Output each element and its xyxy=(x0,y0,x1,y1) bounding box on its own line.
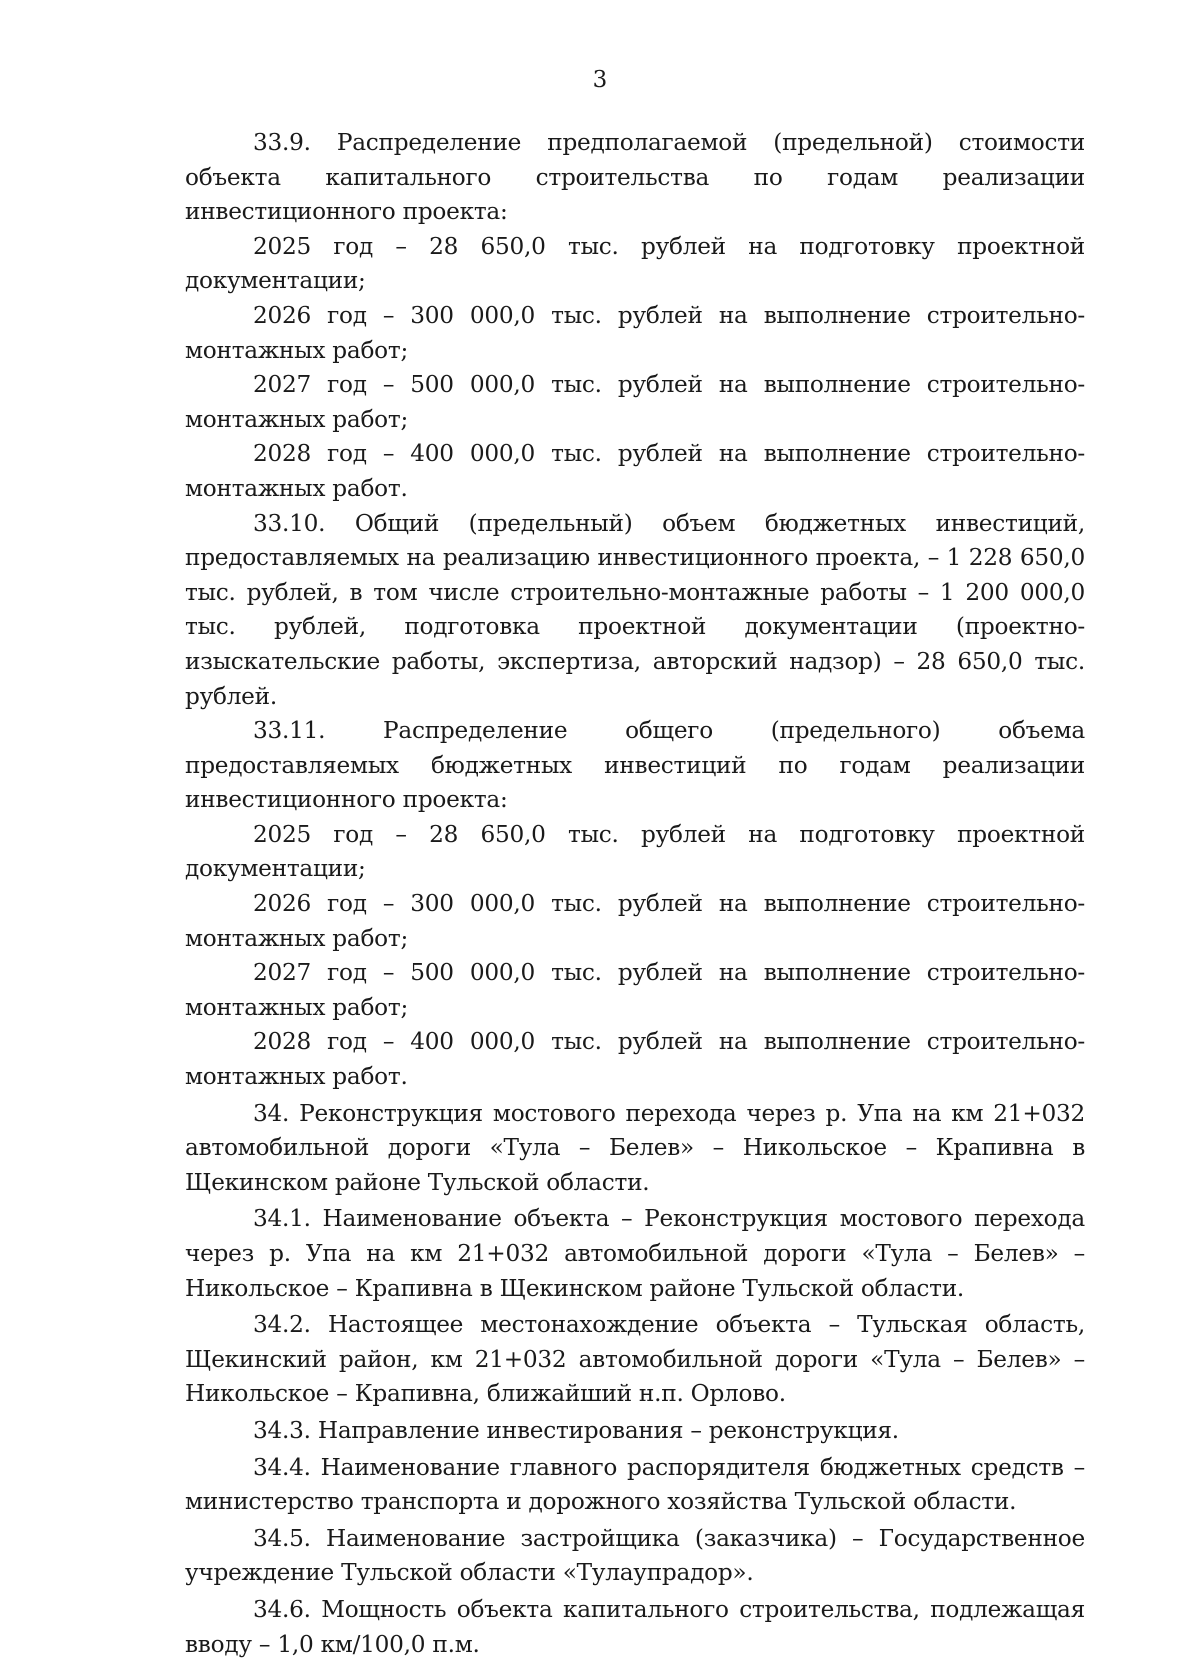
paragraph-34-4: 34.4. Наименование главного распорядителя бюджетных средств – министерство транспорта и дорожного хозяйства Тульской области. xyxy=(185,1453,1085,1516)
paragraph-34-5: 34.5. Наименование застройщика (заказчика) – Государственное учреждение Тульской области «Тулаупрадор». xyxy=(185,1524,1085,1587)
paragraph-33-11-year-2027: 2027 год – 500 000,0 тыс. рублей на выполнение строительно-монтажных работ; xyxy=(185,959,1085,1021)
document-body xyxy=(185,126,1085,1662)
paragraph-33-11-year-2028: 2028 год – 400 000,0 тыс. рублей на выполнение строительно-монтажных работ. xyxy=(185,1028,1085,1091)
paragraph-33-11-year-2025: 2025 год – 28 650,0 тыс. рублей на подготовку проектной документации; xyxy=(185,820,1085,883)
paragraph-33-9: 33.9. Распределение предполагаемой (предельной) стоимости объекта капитального строительства по годам реализации инвестиционного проекта: xyxy=(185,129,1085,226)
paragraph-33-9-year-2027: 2027 год – 500 000,0 тыс. рублей на выполнение строительно-монтажных работ; xyxy=(185,371,1085,433)
paragraph-34: 34. Реконструкция мостового перехода через р. Упа на км 21+032 автомобильной дороги «Тула – Белев» – Никольское – Крапивна в Щекинском районе Тульской области. xyxy=(185,1099,1085,1196)
paragraph-34-6: 34.6. Мощность объекта капитального строительства, подлежащая вводу – 1,0 км/100,0 п.м. xyxy=(185,1595,1085,1658)
paragraph-33-10: 33.10. Общий (предельный) объем бюджетных инвестиций, предоставляемых на реализацию инвестиционного проекта, – 1 228 650,0 тыс. рублей, в том числе строительно-монтажные работы – 1 200 000,0 тыс. рублей, подготовка проектной документации (проектно-изыскательские работы, экспертиза, авторский надзор) – 28 650,0 тыс. рублей. xyxy=(185,509,1085,710)
paragraph-34-3: 34.3. Направление инвестирования – реконструкция. xyxy=(253,1416,899,1444)
paragraph-33-11-year-2026: 2026 год – 300 000,0 тыс. рублей на выполнение строительно-монтажных работ; xyxy=(185,890,1085,952)
paragraph-33-9-year-2028: 2028 год – 400 000,0 тыс. рублей на выполнение строительно-монтажных работ. xyxy=(185,440,1085,502)
paragraph-33-9-year-2025: 2025 год – 28 650,0 тыс. рублей на подготовку проектной документации; xyxy=(185,232,1085,295)
paragraph-33-9-year-2026: 2026 год – 300 000,0 тыс. рублей на выполнение строительно-монтажных работ; xyxy=(185,301,1085,364)
paragraph-34-1: 34.1. Наименование объекта – Реконструкция мостового перехода через р. Упа на км 21+032 автомобильной дороги «Тула – Белев» – Никольское – Крапивна в Щекинском районе Тульской области. xyxy=(185,1205,1085,1302)
paragraph-34-2: 34.2. Настоящее местонахождение объекта – Тульская область, Щекинский район, км 21+032 автомобильной дороги «Тула – Белев» – Никольское – Крапивна, ближайший н.п. Орлово. xyxy=(185,1311,1085,1408)
page-number: 3 xyxy=(592,67,608,93)
paragraph-33-11: 33.11. Распределение общего (предельного) объема предоставляемых бюджетных инвестиций по годам реализации инвестиционного проекта: xyxy=(185,717,1085,814)
